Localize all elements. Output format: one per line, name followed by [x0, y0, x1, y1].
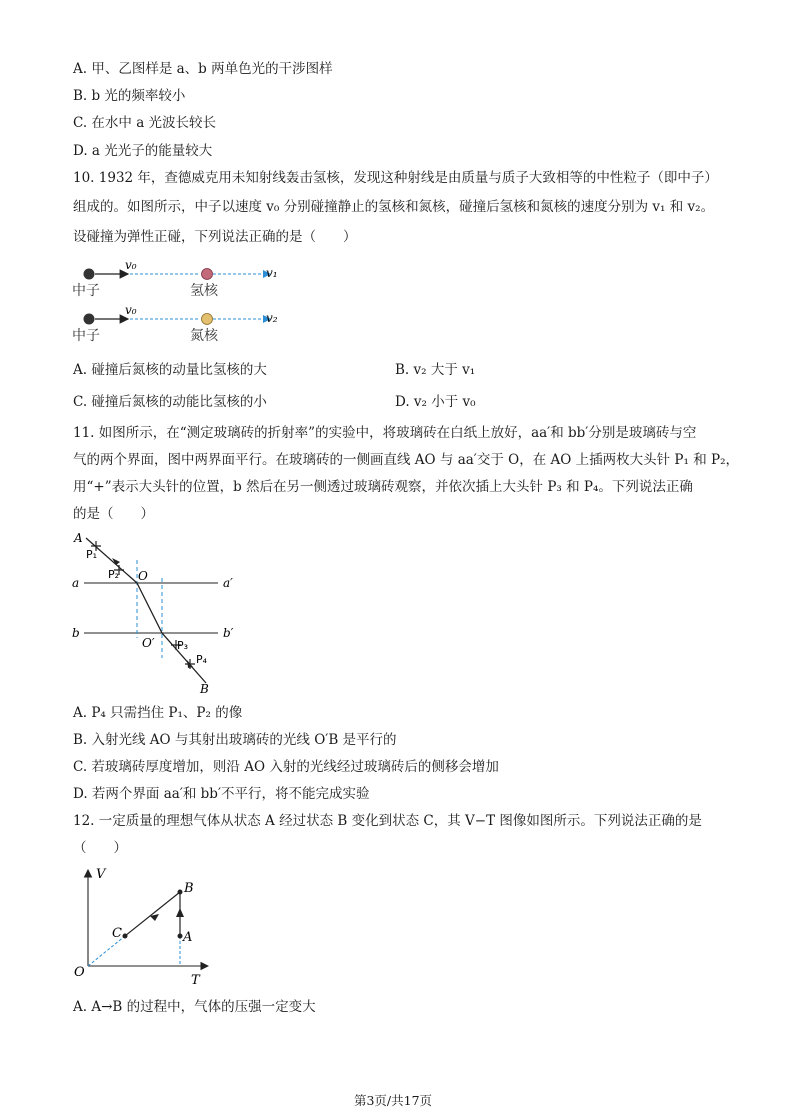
label-A: A [74, 531, 83, 545]
q9-option-d: D. a 光光子的能量较大 [73, 143, 213, 159]
point-A [178, 934, 183, 939]
label-a: a [72, 576, 80, 590]
q9-option-c: C. 在水中 a 光波长较长 [73, 115, 217, 131]
q12-stem-line2: （ ） [73, 840, 127, 856]
q10-option-a: A. 碰撞后氮核的动量比氢核的大 [73, 362, 267, 378]
q9-option-a: A. 甲、乙图样是 a、b 两单色光的干涉图样 [73, 61, 333, 77]
q12-option-a: A. A→B 的过程中，气体的压强一定变大 [73, 999, 316, 1015]
label-P1: P₁ [86, 548, 98, 561]
q11-option-a: A. P₄ 只需挡住 P₁、P₂ 的像 [73, 705, 243, 721]
q11-stem-line1: 11. 如图所示，在“测定玻璃砖的折射率”的实验中，将玻璃砖在白纸上放好，aa′和 bb′分别是玻璃砖与空 [73, 425, 697, 441]
v2-label: v₂ [266, 311, 278, 325]
nitrogen-label: 氮核 [190, 328, 218, 344]
q11-stem-line2: 气的两个界面，图中两界面平行。在玻璃砖的一侧画直线 AO 与 aa′交于 O，在 AO 上插两枚大头针 P₁ 和 P₂， [73, 452, 739, 468]
v0-label-1: v₀ [125, 258, 137, 272]
hydrogen-nucleus [202, 269, 213, 280]
neutron-label-2: 中子 [72, 328, 100, 344]
label-C: C [112, 926, 122, 941]
page-footer: 第3页/共17页 [353, 1093, 433, 1108]
q12-stem-line1: 12. 一定质量的理想气体从状态 A 经过状态 B 变化到状态 C，其 V−T 图像如图所示。下列说法正确的是 [73, 813, 702, 829]
q11-option-c: C. 若玻璃砖厚度增加，则沿 AO 入射的光线经过玻璃砖后的侧移会增加 [73, 759, 499, 775]
v0-label-2: v₀ [125, 303, 137, 317]
label-P2: P₂ [108, 568, 120, 581]
label-O-prime: O′ [142, 636, 155, 650]
neutron-ball-1 [84, 269, 95, 280]
q11-stem-line4: 的是（ ） [73, 506, 154, 522]
arrow-A-to-B [176, 908, 184, 917]
point-C [123, 934, 128, 939]
label-B: B [200, 682, 209, 696]
q11-stem-line3: 用“+”表示大头针的位置，b 然后在另一侧透过玻璃砖观察，并依次插上大头针 P₃ 和 P₄。下列说法正确 [73, 479, 693, 495]
nitrogen-nucleus [202, 314, 213, 325]
q10-option-d: D. v₂ 小于 v₀ [395, 394, 476, 410]
q9-option-b: B. b 光的频率较小 [73, 88, 186, 104]
q10-option-b: B. v₂ 大于 v₁ [395, 362, 476, 378]
process-B-C [125, 892, 180, 936]
point-B [178, 890, 183, 895]
label-b: b [72, 626, 80, 640]
label-T: T [191, 973, 200, 988]
q10-stem-line1: 10. 1932 年，查德威克用未知射线轰击氢核，发现这种射线是由质量与质子大致相等的中性粒子（即中子） [73, 170, 718, 186]
q12-vt-graph [68, 864, 218, 992]
q11-refraction-figure [68, 528, 258, 698]
neutron-label-1: 中子 [72, 283, 100, 299]
label-A: A [183, 930, 193, 945]
label-origin: O [74, 965, 85, 980]
label-b-prime: b′ [223, 626, 234, 640]
q10-option-c: C. 碰撞后氮核的动能比氢核的小 [73, 394, 267, 410]
neutron-ball-2 [84, 314, 95, 325]
label-V: V [96, 867, 106, 882]
label-O: O [138, 569, 148, 583]
label-B: B [184, 881, 194, 896]
q10-stem-line3: 设碰撞为弹性正碰，下列说法正确的是（ ） [73, 229, 357, 245]
label-P4: P₄ [196, 653, 208, 666]
label-a-prime: a′ [223, 576, 233, 590]
q11-option-b: B. 入射光线 AO 与其射出玻璃砖的光线 O′B 是平行的 [73, 732, 397, 748]
q10-stem-line2: 组成的。如图所示，中子以速度 v₀ 分别碰撞静止的氢核和氮核，碰撞后氢核和氮核的速度分别为 v₁ 和 v₂。 [73, 199, 715, 215]
q11-option-d: D. 若两个界面 aa′和 bb′不平行，将不能完成实验 [73, 786, 370, 802]
v1-label: v₁ [266, 266, 278, 280]
q10-collision-figure [70, 255, 300, 350]
hydrogen-label: 氢核 [190, 283, 218, 299]
label-P3: P₃ [177, 639, 189, 652]
